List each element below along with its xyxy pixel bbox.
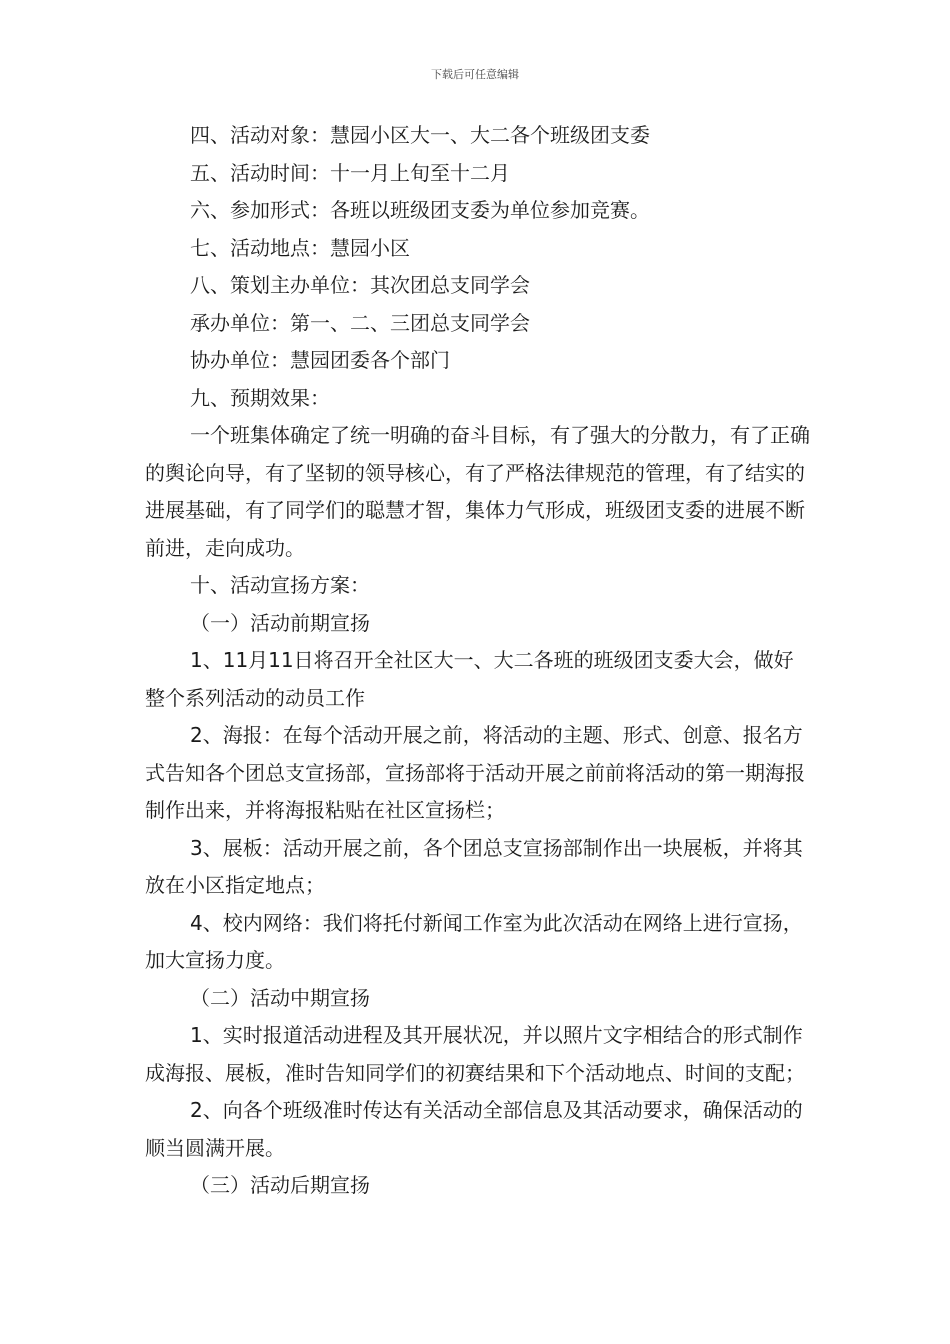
- expected-effect-paragraph: 一个班集体确定了统一明确的奋斗目标，有了强大的分散力，有了正确的舆论向导，有了坚韧的领导核心，有了严格法律规范的管理，有了结实的进展基础，有了同学们的聪慧才智，集体力气形成，班级团支委的进展不断前进，走向成功。: [145, 423, 810, 560]
- pre-item-1: 1、11月11日将召开全社区大一、大二各班的班级团支委大会，做好整个系列活动的动员工作: [145, 648, 794, 710]
- subsection-3-heading: （三）活动后期宣扬: [190, 1173, 370, 1197]
- assisting-units: 协办单位：慧园团委各个部门: [190, 348, 450, 372]
- header-note: 下载后可任意编辑: [431, 68, 519, 81]
- subsection-1-heading: （一）活动前期宣扬: [190, 610, 370, 635]
- section-10-heading: 十、活动宣扬方案：: [190, 573, 370, 597]
- pre-item-2: 2、海报：在每个活动开展之前，将活动的主题、形式、创意、报名方式告知各个团总支宣扬部，宣扬部将于活动开展之前前将活动的第一期海报制作出来，并将海报粘贴在社区宣扬栏；: [145, 723, 805, 822]
- section-7-location: 七、活动地点：慧园小区: [190, 235, 410, 260]
- subsection-2-heading: （二）活动中期宣扬: [190, 985, 370, 1010]
- pre-item-3: 3、展板：活动开展之前，各个团总支宣扬部制作出一块展板，并将其放在小区指定地点；: [145, 835, 803, 897]
- co-organizer: 承办单位：第一、二、三团总支同学会: [190, 310, 530, 335]
- pre-item-4: 4、校内网络：我们将托付新闻工作室为此次活动在网络上进行宣扬，加大宣扬力度。: [145, 910, 803, 972]
- section-9-heading: 九、预期效果：: [190, 385, 330, 410]
- mid-item-2: 2、向各个班级准时传达有关活动全部信息及其活动要求，确保活动的顺当圆满开展。: [145, 1098, 803, 1160]
- section-5-time: 五、活动时间：十一月上旬至十二月: [190, 160, 510, 185]
- section-8-organizer: 八、策划主办单位：其次团总支同学会: [190, 273, 530, 297]
- document-body: [145, 117, 810, 1205]
- section-6-form: 六、参加形式：各班以班级团支委为单位参加竞赛。: [190, 198, 650, 222]
- mid-item-1: 1、实时报道活动进程及其开展状况，并以照片文字相结合的形式制作成海报、展板，准时告知同学们的初赛结果和下个活动地点、时间的支配；: [145, 1023, 805, 1085]
- section-4-target: 四、活动对象：慧园小区大一、大二各个班级团支委: [190, 123, 650, 147]
